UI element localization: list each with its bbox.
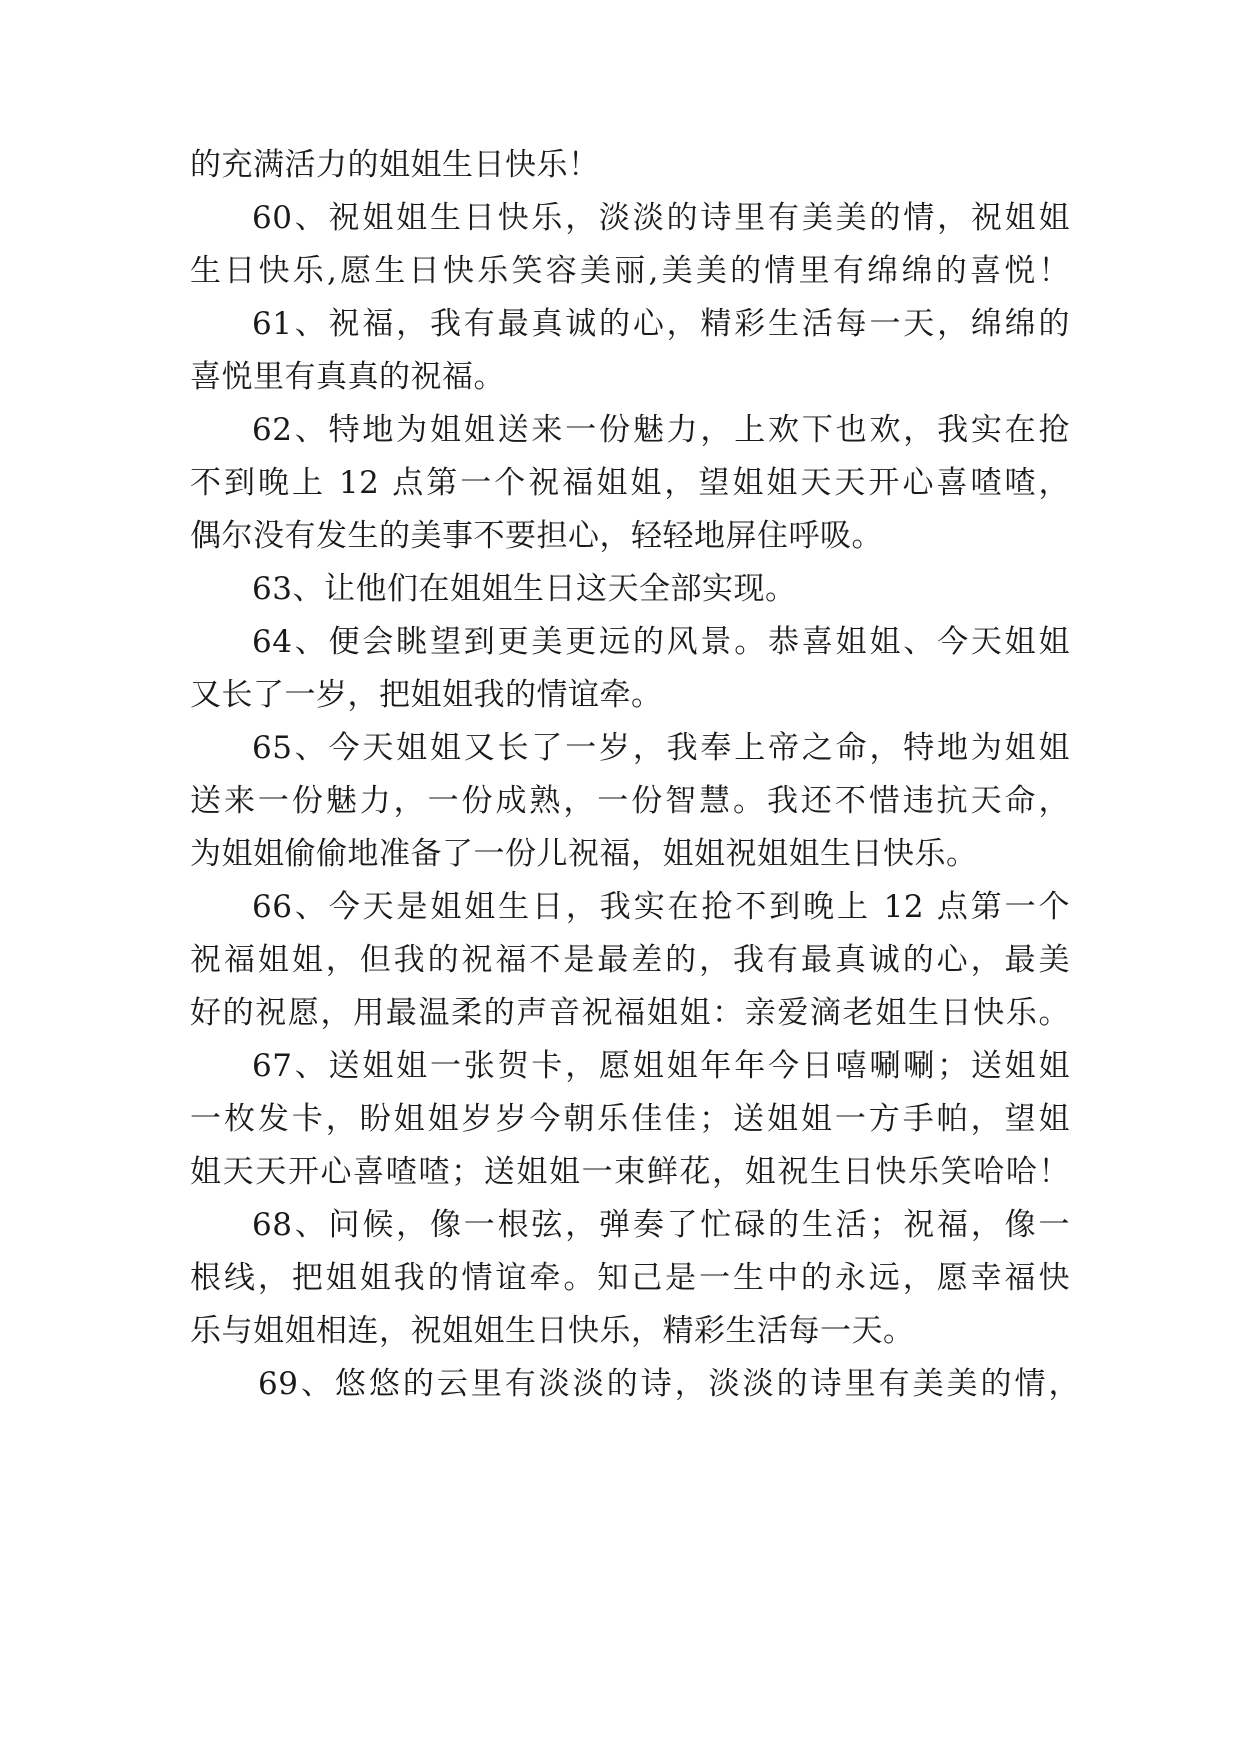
- text-line-17: 好的祝愿，用最温柔的声音祝福姐姐：亲爱滴老姐生日快乐。: [190, 995, 1070, 1031]
- text-line-20: 姐天天开心喜喳喳；送姐姐一束鲜花，姐祝生日快乐笑哈哈！: [190, 1154, 1070, 1190]
- text-line-4: 61、祝福，我有最真诚的心，精彩生活每一天，绵绵的: [252, 306, 1070, 342]
- text-line-7: 不到晚上 12 点第一个祝福姐姐，望姐姐天天开心喜喳喳，: [190, 465, 1070, 501]
- text-line-13: 送来一份魅力，一份成熟，一份智慧。我还不惜违抗天命，: [190, 783, 1070, 819]
- text-line-11: 又长了一岁，把姐姐我的情谊牵。: [190, 677, 663, 713]
- text-line-24: 69、悠悠的云里有淡淡的诗，淡淡的诗里有美美的情，: [258, 1366, 1080, 1402]
- text-line-15: 66、今天是姐姐生日，我实在抢不到晚上 12 点第一个: [252, 889, 1070, 925]
- text-line-9: 63、让他们在姐姐生日这天全部实现。: [252, 571, 797, 607]
- text-line-12: 65、今天姐姐又长了一岁，我奉上帝之命，特地为姐姐: [252, 730, 1070, 766]
- text-line-23: 乐与姐姐相连，祝姐姐生日快乐，精彩生活每一天。: [190, 1313, 915, 1349]
- text-line-5: 喜悦里有真真的祝福。: [190, 359, 505, 395]
- text-line-8: 偶尔没有发生的美事不要担心，轻轻地屏住呼吸。: [190, 518, 883, 554]
- text-line-19: 一枚发卡，盼姐姐岁岁今朝乐佳佳；送姐姐一方手帕，望姐: [190, 1101, 1070, 1137]
- text-line-2: 60、祝姐姐生日快乐，淡淡的诗里有美美的情，祝姐姐: [252, 200, 1070, 236]
- text-line-18: 67、送姐姐一张贺卡，愿姐姐年年今日嘻唰唰；送姐姐: [252, 1048, 1070, 1084]
- text-line-22: 根线，把姐姐我的情谊牵。知己是一生中的永远，愿幸福快: [190, 1260, 1070, 1296]
- text-line-6: 62、特地为姐姐送来一份魅力，上欢下也欢，我实在抢: [252, 412, 1070, 448]
- text-line-1: 的充满活力的姐姐生日快乐！: [190, 147, 600, 183]
- text-line-10: 64、便会眺望到更美更远的风景。恭喜姐姐、今天姐姐: [252, 624, 1070, 660]
- text-line-3: 生日快乐,愿生日快乐笑容美丽,美美的情里有绵绵的喜悦！: [190, 253, 1070, 289]
- text-line-14: 为姐姐偷偷地准备了一份儿祝福，姐姐祝姐姐生日快乐。: [190, 836, 978, 872]
- text-line-16: 祝福姐姐，但我的祝福不是最差的，我有最真诚的心，最美: [190, 942, 1070, 978]
- text-line-21: 68、问候，像一根弦，弹奏了忙碌的生活；祝福，像一: [252, 1207, 1070, 1243]
